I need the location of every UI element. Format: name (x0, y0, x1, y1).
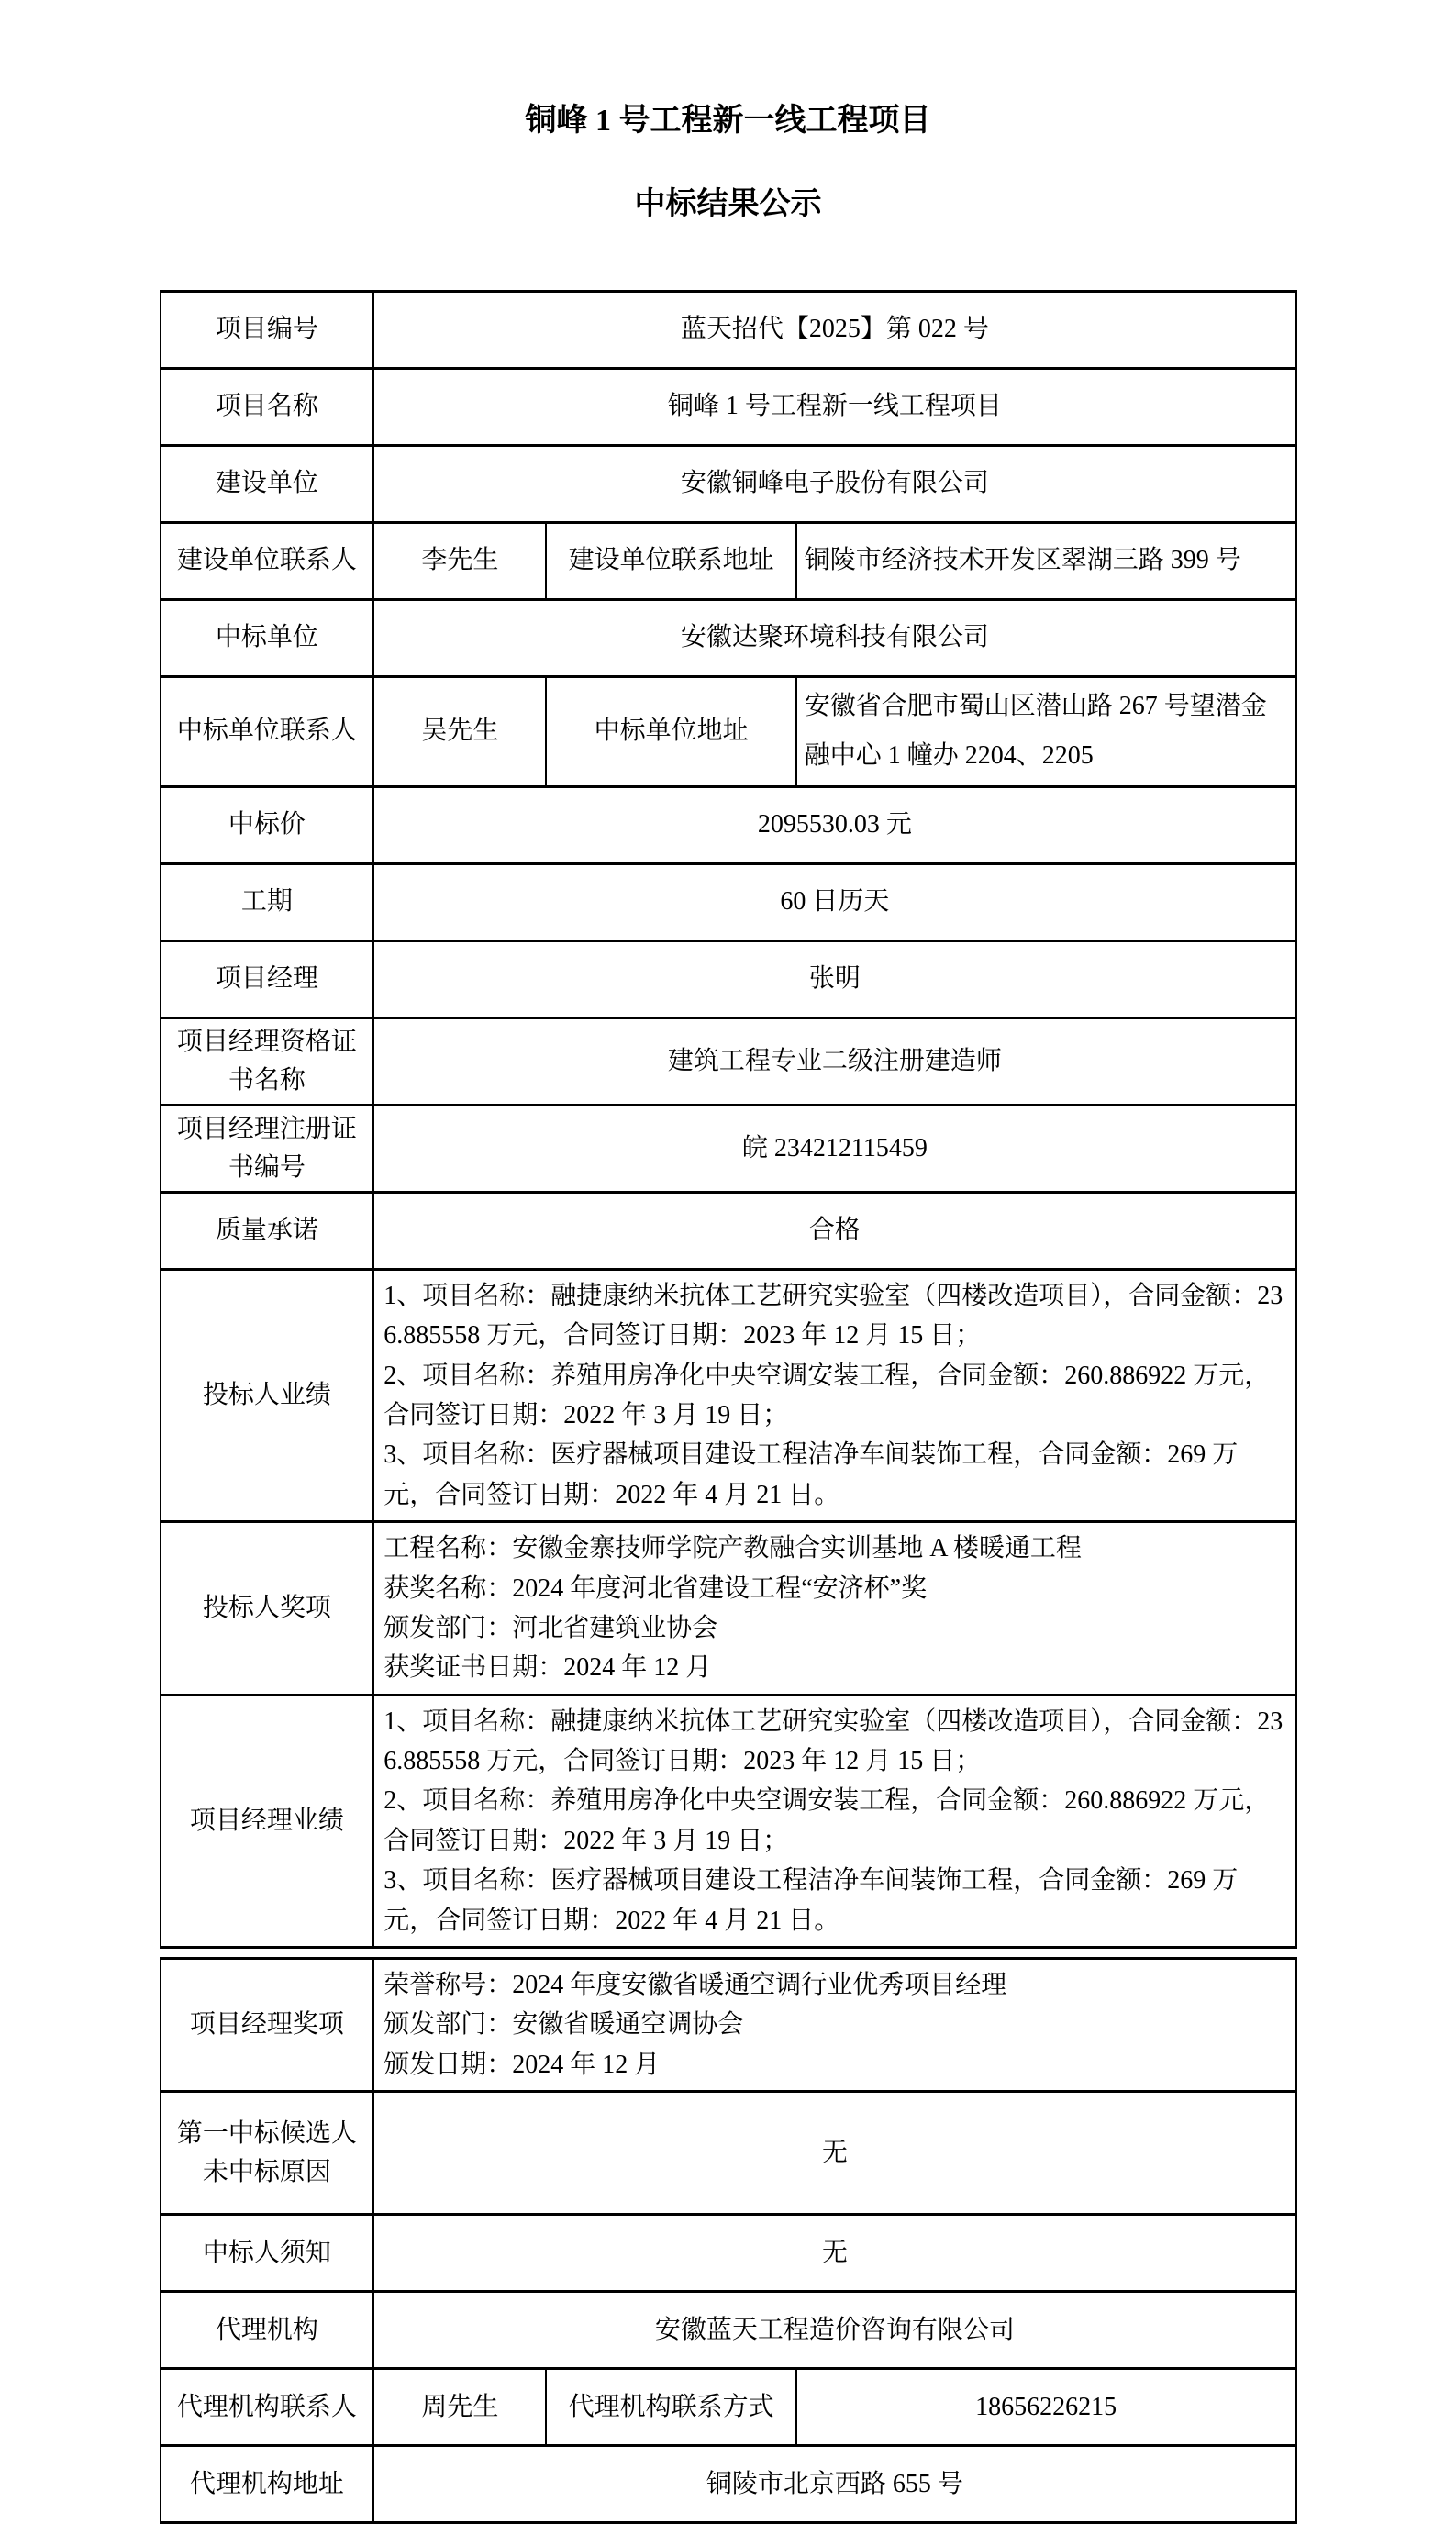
agency-contact-label: 代理机构联系人 (161, 2369, 374, 2446)
text-line: 3、项目名称：医疗器械项目建设工程洁净车间装饰工程，合同金额：269 万元，合同签订日期：2022 年 4 月 21 日。 (383, 1866, 1239, 1935)
table-row (161, 676, 1296, 786)
pm-certificate-number-label: 项目经理注册证书编号 (161, 1105, 374, 1192)
agency-contact-detail: 18656226215 (796, 2369, 1296, 2446)
table-row (161, 1269, 1296, 1521)
project-manager-value: 张明 (373, 940, 1295, 1017)
bid-result-table-part1 (160, 290, 1297, 1949)
winning-contact-detail: 安徽省合肥市蜀山区潜山路 267 号望潜金融中心 1 幢办 2204、2205 (796, 676, 1296, 786)
text-line: 颁发日期：2024 年 12 月 (383, 2050, 661, 2079)
bid-result-table-container (160, 290, 1297, 2524)
table-row (161, 2369, 1296, 2446)
pm-awards-content (373, 1959, 1295, 2092)
winning-unit-value: 安徽达聚环境科技有限公司 (373, 599, 1295, 676)
table-row (161, 522, 1296, 599)
duration-value: 60 日历天 (373, 863, 1295, 940)
text-line: 获奖名称：2024 年度河北省建设工程“安济杯”奖 (383, 1573, 928, 1603)
text-line: 1、项目名称：融捷康纳米抗体工艺研究实验室（四楼改造项目），合同金额：236.885558 万元，合同签订日期：2023 年 12 月 15 日； (383, 1707, 1284, 1776)
text-line: 2、项目名称：养殖用房净化中央空调安装工程，合同金额：260.886922 万元，合同签订日期：2022 年 3 月 19 日； (383, 1786, 1271, 1855)
document-title-line2: 中标结果公示 (634, 186, 822, 221)
construction-contact-label: 建设单位联系人 (161, 522, 374, 599)
project-number-label: 项目编号 (161, 291, 374, 368)
text-line: 3、项目名称：医疗器械项目建设工程洁净车间装饰工程，合同金额：269 万元，合同签订日期：2022 年 4 月 21 日。 (383, 1440, 1239, 1509)
document (160, 0, 1297, 2524)
project-name-label: 项目名称 (161, 368, 374, 445)
table-row (161, 2446, 1296, 2523)
pm-certificate-name-label: 项目经理资格证书名称 (161, 1017, 374, 1105)
table-row (161, 291, 1296, 368)
winning-contact-sublabel: 中标单位地址 (546, 676, 795, 786)
winning-contact-label: 中标单位联系人 (161, 676, 374, 786)
table-row (161, 1192, 1296, 1269)
construction-unit-label: 建设单位 (161, 445, 374, 522)
table-row (161, 1522, 1296, 1696)
table-row (161, 786, 1296, 863)
text-line: 颁发部门：安徽省暖通空调协会 (383, 2010, 744, 2040)
quality-commitment-label: 质量承诺 (161, 1192, 374, 1269)
winner-notice-label: 中标人须知 (161, 2215, 374, 2292)
agency-value: 安徽蓝天工程造价咨询有限公司 (373, 2292, 1295, 2369)
table-row (161, 863, 1296, 940)
table-row (161, 2215, 1296, 2292)
text-line: 荣誉称号：2024 年度安徽省暖通空调行业优秀项目经理 (383, 1971, 1007, 2000)
project-number-value: 蓝天招代【2025】第 022 号 (373, 291, 1295, 368)
table-row (161, 445, 1296, 522)
quality-commitment-value: 合格 (373, 1192, 1295, 1269)
bid-result-table-part2 (160, 1957, 1297, 2524)
text-line: 颁发部门：河北省建筑业协会 (383, 1613, 718, 1642)
construction-unit-value: 安徽铜峰电子股份有限公司 (373, 445, 1295, 522)
bidder-awards-label: 投标人奖项 (161, 1522, 374, 1696)
construction-contact-detail: 铜陵市经济技术开发区翠湖三路 399 号 (796, 522, 1296, 599)
text-line: 工程名称：安徽金寨技师学院产教融合实训基地 A 楼暖通工程 (383, 1534, 1082, 1563)
table-row (161, 1105, 1296, 1192)
construction-contact-person: 李先生 (373, 522, 546, 599)
text-line: 获奖证书日期：2024 年 12 月 (383, 1653, 712, 1683)
table-row (161, 2292, 1296, 2369)
project-name-value: 铜峰 1 号工程新一线工程项目 (373, 368, 1295, 445)
winner-notice-value: 无 (373, 2215, 1295, 2292)
agency-address-label: 代理机构地址 (161, 2446, 374, 2523)
first-candidate-fail-reason-label: 第一中标候选人未中标原因 (161, 2092, 374, 2215)
winning-unit-label: 中标单位 (161, 599, 374, 676)
first-candidate-fail-reason-value: 无 (373, 2092, 1295, 2215)
bid-price-value: 2095530.03 元 (373, 786, 1295, 863)
pm-performance-content (373, 1695, 1295, 1947)
agency-contact-person: 周先生 (373, 2369, 546, 2446)
text-line: 2、项目名称：养殖用房净化中央空调安装工程，合同金额：260.886922 万元，合同签订日期：2022 年 3 月 19 日； (383, 1361, 1271, 1429)
pm-performance-label: 项目经理业绩 (161, 1695, 374, 1947)
agency-address-value: 铜陵市北京西路 655 号 (373, 2446, 1295, 2523)
table-row (161, 940, 1296, 1017)
project-manager-label: 项目经理 (161, 940, 374, 1017)
agency-label: 代理机构 (161, 2292, 374, 2369)
table-row (161, 1695, 1296, 1947)
bidder-performance-label: 投标人业绩 (161, 1269, 374, 1521)
pm-awards-label: 项目经理奖项 (161, 1959, 374, 2092)
table-row (161, 1017, 1296, 1105)
bidder-awards-content (373, 1522, 1295, 1696)
pm-certificate-name-value: 建筑工程专业二级注册建造师 (373, 1017, 1295, 1105)
winning-contact-person: 吴先生 (373, 676, 546, 786)
duration-label: 工期 (161, 863, 374, 940)
table-row (161, 599, 1296, 676)
agency-contact-sublabel: 代理机构联系方式 (546, 2369, 795, 2446)
table-row (161, 2092, 1296, 2215)
construction-contact-sublabel: 建设单位联系地址 (546, 522, 795, 599)
bid-price-label: 中标价 (161, 786, 374, 863)
bidder-performance-content (373, 1269, 1295, 1521)
document-title-line1: 铜峰 1 号工程新一线工程项目 (525, 104, 931, 138)
pm-certificate-number-value: 皖 234212115459 (373, 1105, 1295, 1192)
table-row (161, 368, 1296, 445)
table-row (161, 1959, 1296, 2092)
text-line: 1、项目名称：融捷康纳米抗体工艺研究实验室（四楼改造项目），合同金额：236.885558 万元，合同签订日期：2023 年 12 月 15 日； (383, 1281, 1284, 1351)
